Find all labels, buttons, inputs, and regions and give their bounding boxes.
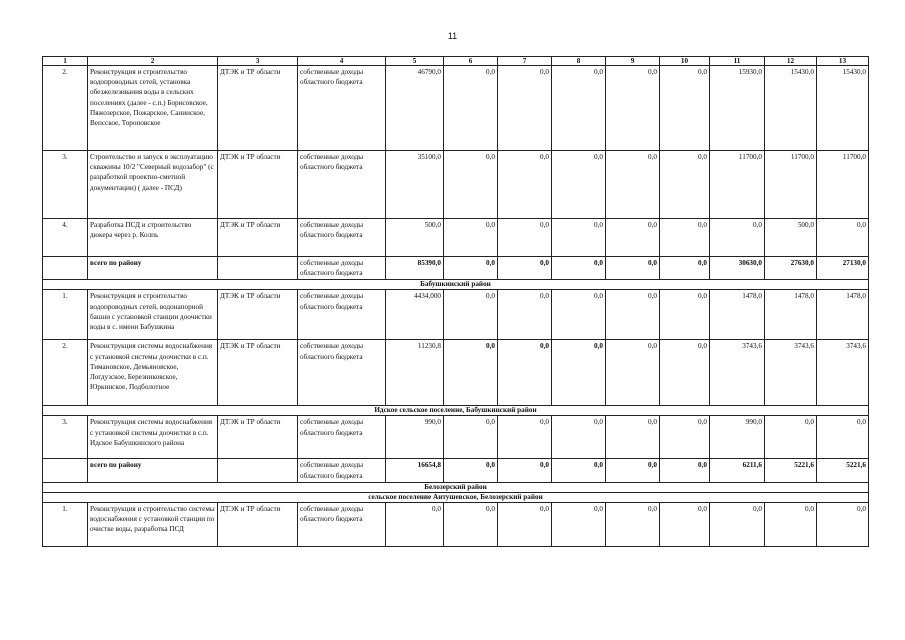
value-col-13: 0,0	[817, 219, 869, 257]
value-col-5: 35100,0	[386, 151, 444, 219]
value-col-13: 3743,6	[817, 340, 869, 406]
value-col-5: 16654,8	[386, 459, 444, 482]
row-number: 2.	[43, 340, 88, 406]
measure-name: Реконструкция и строительство водопроводных сетей, водонапорной башни с установкой станции доочистки воды в с. имени Бабушкина	[88, 290, 218, 340]
column-number-12: 12	[765, 57, 817, 66]
value-col-7: 0,0	[498, 459, 552, 482]
measure-name: всего по району	[88, 257, 218, 280]
table-row	[43, 416, 869, 459]
table-row	[43, 290, 869, 340]
value-col-7: 0,0	[498, 66, 552, 151]
value-col-10: 0,0	[660, 340, 710, 406]
total-row	[43, 257, 869, 280]
row-number: 3.	[43, 416, 88, 459]
table-row	[43, 340, 869, 406]
value-col-5: 85390,0	[386, 257, 444, 280]
value-col-10: 0,0	[660, 219, 710, 257]
value-col-7: 0,0	[498, 416, 552, 459]
value-col-11: 1478,0	[710, 290, 765, 340]
value-col-8: 0,0	[552, 257, 606, 280]
value-col-12: 11700,0	[765, 151, 817, 219]
funding-source: собственные доходы областного бюджета	[298, 151, 386, 219]
row-number: 4.	[43, 219, 88, 257]
value-col-9: 0,0	[606, 459, 660, 482]
value-col-5: 46790,0	[386, 66, 444, 151]
value-col-13: 27130,0	[817, 257, 869, 280]
value-col-6: 0,0	[444, 340, 498, 406]
value-col-11: 6211,6	[710, 459, 765, 482]
value-col-7: 0,0	[498, 290, 552, 340]
value-col-6: 0,0	[444, 151, 498, 219]
value-col-6: 0,0	[444, 416, 498, 459]
value-col-11: 990,0	[710, 416, 765, 459]
value-col-8: 0,0	[552, 340, 606, 406]
funding-source: собственные доходы областного бюджета	[298, 257, 386, 280]
value-col-7: 0,0	[498, 257, 552, 280]
measure-name: Строительство и запуск в эксплуатацию скважины 10/2 "Северный водозабор" (с разработкой проектно-сметной документации) ( далее - ПСД)	[88, 151, 218, 219]
value-col-5: 990,0	[386, 416, 444, 459]
value-col-6: 0,0	[444, 66, 498, 151]
funding-source: собственные доходы областного бюджета	[298, 502, 386, 546]
page-number: 11	[447, 31, 458, 41]
value-col-6: 0,0	[444, 290, 498, 340]
section-title: Идское сельское поселение, Бабушкинский район	[43, 406, 869, 416]
value-col-9: 0,0	[606, 257, 660, 280]
value-col-6: 0,0	[444, 459, 498, 482]
value-col-10: 0,0	[660, 502, 710, 546]
value-col-11: 0,0	[710, 502, 765, 546]
value-col-11: 30630,0	[710, 257, 765, 280]
value-col-13: 11700,0	[817, 151, 869, 219]
value-col-9: 0,0	[606, 151, 660, 219]
value-col-7: 0,0	[498, 502, 552, 546]
value-col-12: 15430,0	[765, 66, 817, 151]
value-col-11: 0,0	[710, 219, 765, 257]
value-col-8: 0,0	[552, 66, 606, 151]
value-col-10: 0,0	[660, 459, 710, 482]
value-col-10: 0,0	[660, 416, 710, 459]
section-title: Бабушкинский район	[43, 280, 869, 290]
value-col-10: 0,0	[660, 66, 710, 151]
section-title: сельское поселение Антушевское, Белозерский район	[43, 492, 869, 502]
measure-name: всего по району	[88, 459, 218, 482]
section-title: Белозерский район	[43, 482, 869, 492]
column-number-10: 10	[660, 57, 710, 66]
value-col-8: 0,0	[552, 502, 606, 546]
value-col-12: 500,0	[765, 219, 817, 257]
column-number-9: 9	[606, 57, 660, 66]
funding-source: собственные доходы областного бюджета	[298, 66, 386, 151]
value-col-10: 0,0	[660, 257, 710, 280]
measure-name: Реконструкция и строительство системы водоснабжения с установкой станции по очистке воды, разработка ПСД	[88, 502, 218, 546]
column-number-8: 8	[552, 57, 606, 66]
executor	[218, 459, 298, 482]
column-number-7: 7	[498, 57, 552, 66]
executor: ДТЭК и ТР области	[218, 502, 298, 546]
table-row	[43, 219, 869, 257]
column-number-11: 11	[710, 57, 765, 66]
executor	[218, 257, 298, 280]
row-number: 1.	[43, 502, 88, 546]
value-col-5: 4434,000	[386, 290, 444, 340]
column-number-2: 2	[88, 57, 218, 66]
value-col-8: 0,0	[552, 219, 606, 257]
executor: ДТЭК и ТР области	[218, 416, 298, 459]
row-number: 2.	[43, 66, 88, 151]
column-number-row	[43, 57, 869, 66]
value-col-10: 0,0	[660, 151, 710, 219]
measure-name: Реконструкция системы водоснабжения с установкой системы доочистки в с.п. Тимановское, Демьяновское, Логдузское, Березниковское, Юркинское, Подболотное	[88, 340, 218, 406]
value-col-13: 0,0	[817, 502, 869, 546]
value-col-9: 0,0	[606, 66, 660, 151]
value-col-10: 0,0	[660, 290, 710, 340]
value-col-6: 0,0	[444, 219, 498, 257]
measure-name: Реконструкция и строительство водопроводных сетей, установка обезжелезивания воды в сельских поселениях (далее - с.п.) Борисовское, Пяжозерское, Пожарское, Санинское, Вепсское, Тороповское	[88, 66, 218, 151]
funding-source: собственные доходы областного бюджета	[298, 290, 386, 340]
measure-name: Разработка ПСД и строительство дюкера через р. Колпь	[88, 219, 218, 257]
executor: ДТЭК и ТР области	[218, 66, 298, 151]
column-number-1: 1	[43, 57, 88, 66]
value-col-9: 0,0	[606, 502, 660, 546]
measure-name: Реконструкция системы водоснабжения с установкой системы доочистки в с.п. Идское Бабушкинского района	[88, 416, 218, 459]
funding-source: собственные доходы областного бюджета	[298, 459, 386, 482]
value-col-11: 3743,6	[710, 340, 765, 406]
row-number: 3.	[43, 151, 88, 219]
program-table	[42, 56, 869, 547]
value-col-8: 0,0	[552, 459, 606, 482]
section-row	[43, 406, 869, 416]
value-col-6: 0,0	[444, 502, 498, 546]
value-col-8: 0,0	[552, 151, 606, 219]
funding-source: собственные доходы областного бюджета	[298, 340, 386, 406]
value-col-5: 0,0	[386, 502, 444, 546]
value-col-9: 0,0	[606, 340, 660, 406]
executor: ДТЭК и ТР области	[218, 219, 298, 257]
funding-source: собственные доходы областного бюджета	[298, 416, 386, 459]
value-col-7: 0,0	[498, 219, 552, 257]
executor: ДТЭК и ТР области	[218, 340, 298, 406]
row-number	[43, 459, 88, 482]
value-col-13: 1478,0	[817, 290, 869, 340]
value-col-12: 3743,6	[765, 340, 817, 406]
value-col-8: 0,0	[552, 290, 606, 340]
section-row	[43, 482, 869, 492]
value-col-12: 5221,6	[765, 459, 817, 482]
value-col-8: 0,0	[552, 416, 606, 459]
section-row	[43, 280, 869, 290]
row-number: 1.	[43, 290, 88, 340]
total-row	[43, 459, 869, 482]
value-col-5: 500,0	[386, 219, 444, 257]
value-col-7: 0,0	[498, 340, 552, 406]
row-number	[43, 257, 88, 280]
column-number-13: 13	[817, 57, 869, 66]
value-col-11: 15930,0	[710, 66, 765, 151]
executor: ДТЭК и ТР области	[218, 151, 298, 219]
column-number-3: 3	[218, 57, 298, 66]
value-col-12: 27630,0	[765, 257, 817, 280]
executor: ДТЭК и ТР области	[218, 290, 298, 340]
column-number-4: 4	[298, 57, 386, 66]
value-col-5: 11230,8	[386, 340, 444, 406]
value-col-11: 11700,0	[710, 151, 765, 219]
table-row	[43, 66, 869, 151]
value-col-7: 0,0	[498, 151, 552, 219]
value-col-9: 0,0	[606, 290, 660, 340]
value-col-9: 0,0	[606, 219, 660, 257]
funding-source: собственные доходы областного бюджета	[298, 219, 386, 257]
value-col-12: 0,0	[765, 416, 817, 459]
value-col-9: 0,0	[606, 416, 660, 459]
value-col-13: 5221,6	[817, 459, 869, 482]
value-col-13: 15430,0	[817, 66, 869, 151]
column-number-6: 6	[444, 57, 498, 66]
value-col-13: 0,0	[817, 416, 869, 459]
table-row	[43, 502, 869, 546]
value-col-6: 0,0	[444, 257, 498, 280]
section-row	[43, 492, 869, 502]
value-col-12: 0,0	[765, 502, 817, 546]
value-col-12: 1478,0	[765, 290, 817, 340]
column-number-5: 5	[386, 57, 444, 66]
table-row	[43, 151, 869, 219]
